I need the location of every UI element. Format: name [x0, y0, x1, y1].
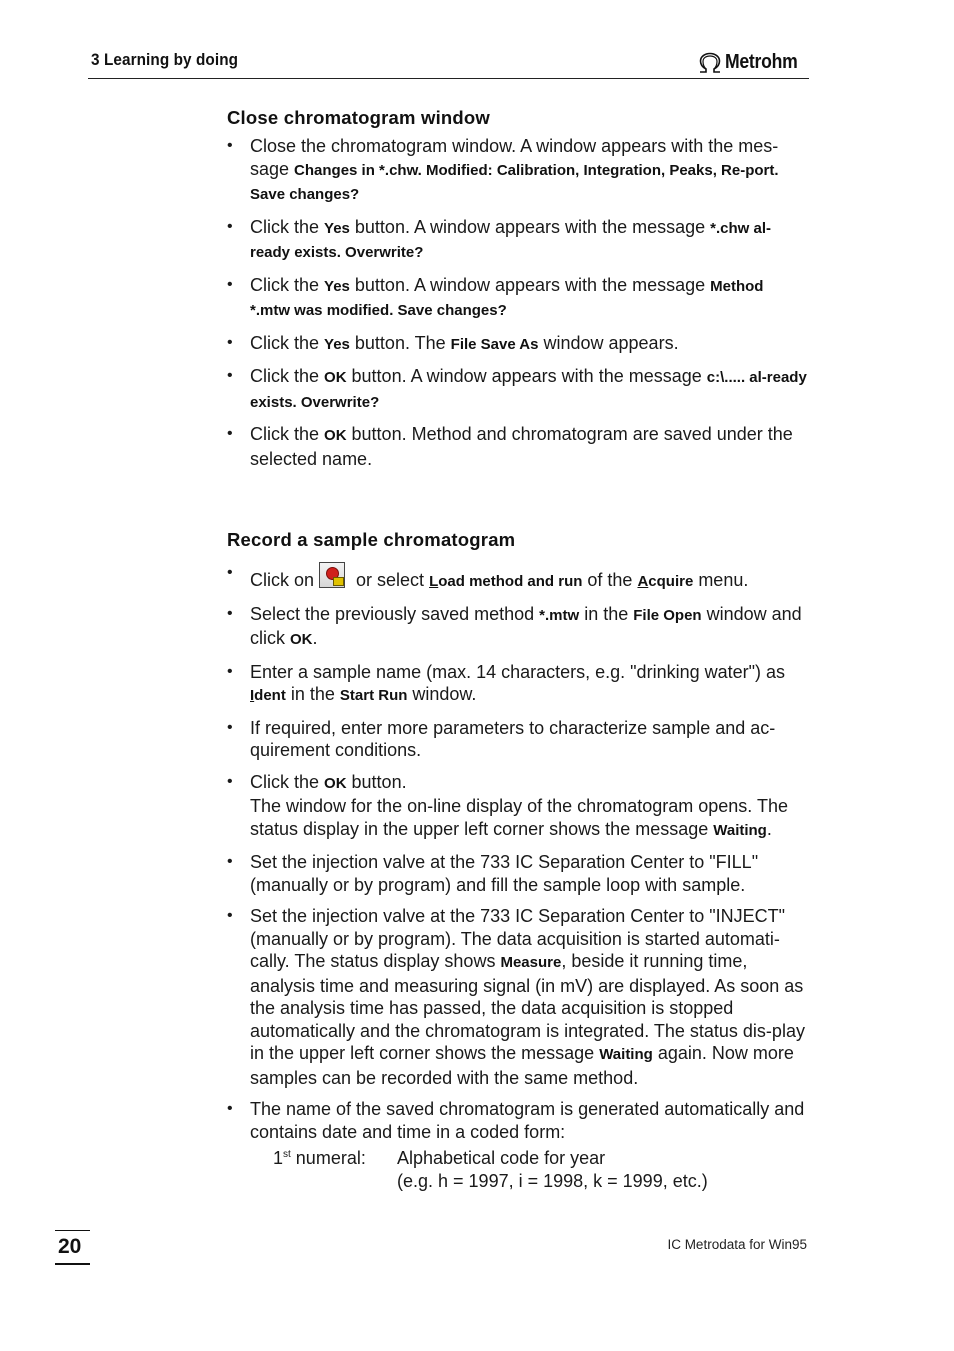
list-item: • Close the chromatogram window. A window appears with the mes-sage Changes in *.chw. Modified: Calibration, Integration, Peaks, Re-port. Save changes? — [227, 135, 807, 207]
list-item: • The name of the saved chromatogram is generated automatically and contains date and time in a coded form: 1st numeral: Alphabetical code for year (e.g. h = 1997, i = 1998, k = 1999, etc.) — [227, 1098, 807, 1192]
list-item: • Click the Yes button. A window appears with the message Method *.mtw was modified. Save changes? — [227, 274, 807, 323]
header-divider — [88, 78, 809, 79]
code-table — [273, 1147, 807, 1192]
section-close-chromatogram — [227, 107, 807, 470]
section-record-sample — [227, 529, 807, 1192]
list-item: • Click the Yes button. A window appears with the message *.chw al-ready exists. Overwrite? — [227, 216, 807, 265]
list-item: • Click on or select Load method and run of the Acquire menu. — [227, 562, 807, 594]
load-method-and-run-icon — [319, 562, 345, 588]
brand-name: Metrohm — [725, 51, 798, 73]
list-item: • Click the OK button. A window appears with the message c:\..... al-ready exists. Overwrite? — [227, 365, 807, 414]
list-item: • If required, enter more parameters to characterize sample and ac-quirement conditions. — [227, 717, 807, 762]
page-content — [227, 107, 807, 1201]
list-item: • Select the previously saved method *.mtw in the File Open window and click OK. — [227, 603, 807, 652]
list-item: • Click the OK button. The window for the on-line display of the chromatogram opens. The status display in the upper left corner shows the message Waiting. — [227, 771, 807, 843]
brand-logo — [697, 51, 807, 74]
code-row — [273, 1147, 807, 1192]
code-description: Alphabetical code for year (e.g. h = 1997, i = 1998, k = 1999, etc.) — [397, 1148, 708, 1191]
page-number: 20 — [55, 1230, 90, 1265]
chapter-title: 3 Learning by doing — [91, 50, 239, 69]
bullet-list — [227, 562, 807, 1192]
omega-logo-icon — [697, 52, 723, 74]
list-item: • Set the injection valve at the 733 IC Separation Center to "FILL" (manually or by program) and fill the sample loop with sample. — [227, 851, 807, 896]
list-item: • Click the OK button. Method and chromatogram are saved under the selected name. — [227, 423, 807, 470]
list-item: • Set the injection valve at the 733 IC Separation Center to "INJECT" (manually or by program). The data acquisition is started automati-cally. The status display shows Measure, beside it running time, analysis time and measuring signal (in mV) are displayed. As soon as the analysis time has passed, the data acquisition is stopped automatically and the chromatogram is integrated. The status dis-play in the upper left corner shows the message Waiting again. Now more samples can be recorded with the same method. — [227, 905, 807, 1089]
section-title: Close chromatogram window — [227, 107, 491, 128]
section-title: Record a sample chromatogram — [227, 529, 516, 550]
code-label: 1st numeral: — [273, 1148, 366, 1168]
product-name: IC Metrodata for Win95 — [667, 1237, 807, 1252]
list-item: • Click the Yes button. The File Save As window appears. — [227, 332, 807, 357]
bullet-list — [227, 135, 807, 470]
list-item: • Enter a sample name (max. 14 characters, e.g. "drinking water") as Ident in the Start Run window. — [227, 661, 807, 708]
